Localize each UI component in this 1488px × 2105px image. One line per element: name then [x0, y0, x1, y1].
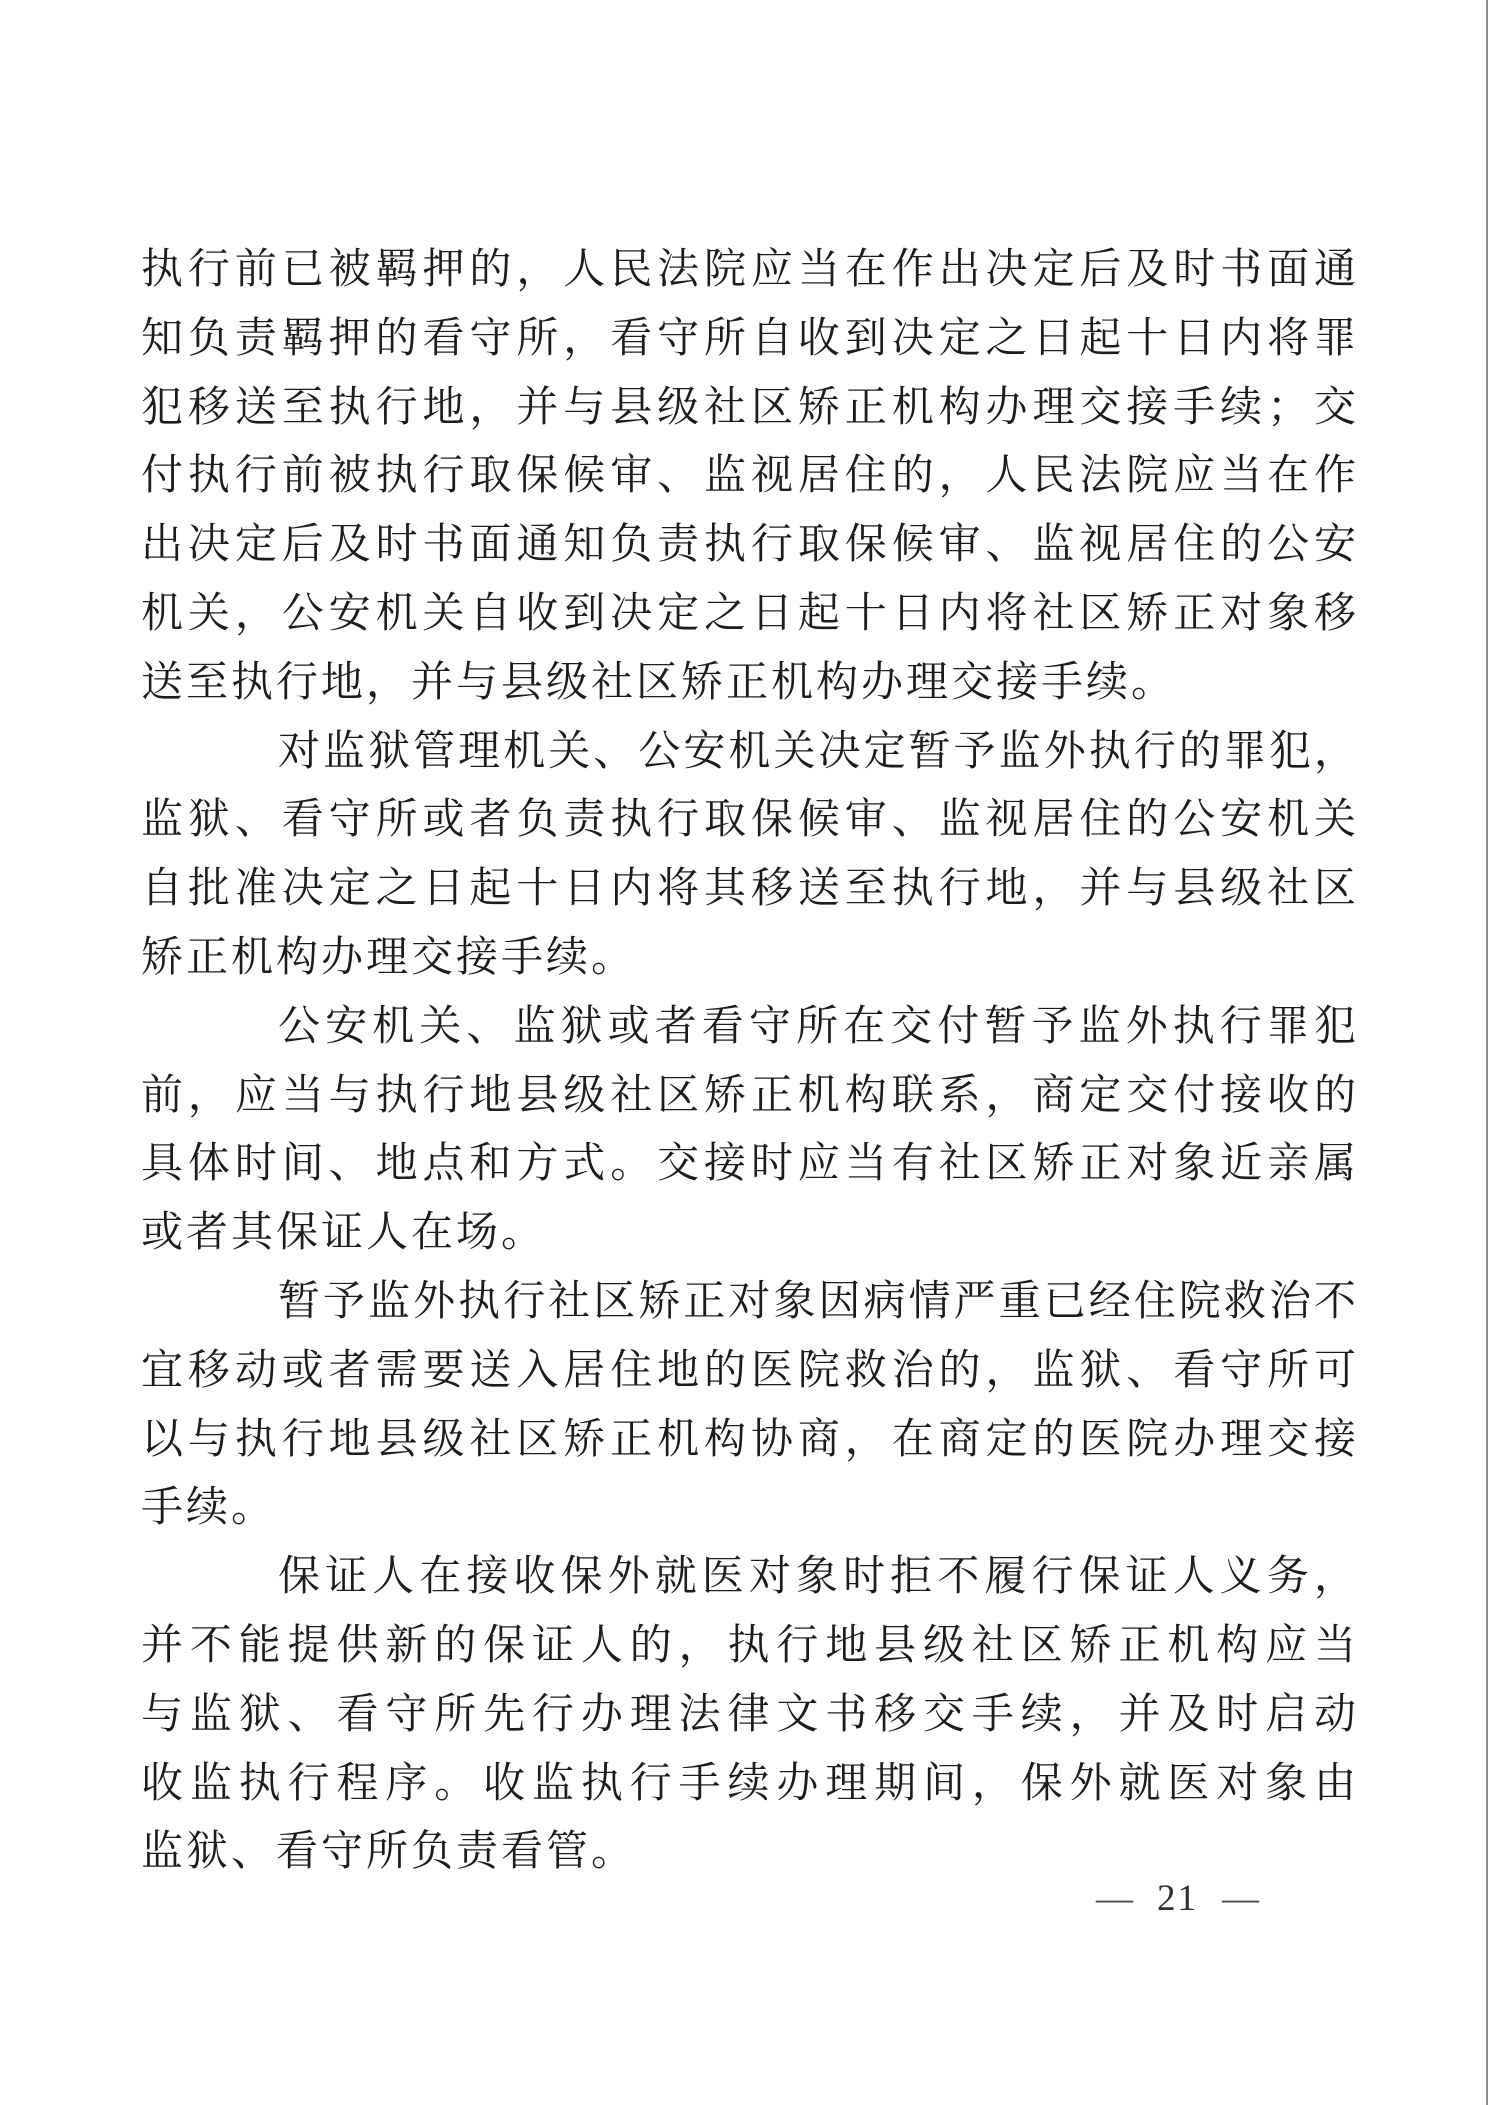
text-line: 犯移送至执行地，并与县级社区矫正机构办理交接手续；交	[141, 384, 1359, 431]
page-footer	[1096, 1877, 1259, 1921]
text-line: 出决定后及时书面通知负责执行取保候审、监视居住的公安	[141, 522, 1359, 569]
footer-right-dash-icon: —	[1222, 1878, 1259, 1919]
text-line: 付执行前被执行取保候审、监视居住的，人民法院应当在作	[141, 453, 1359, 500]
text-line: 与监狱、看守所先行办理法律文书移交手续，并及时启动	[141, 1691, 1359, 1738]
paragraph	[141, 993, 1359, 1268]
paragraph	[141, 718, 1359, 993]
paragraph	[141, 1543, 1359, 1887]
text-line: 执行前已被羁押的，人民法院应当在作出决定后及时书面通	[141, 247, 1359, 293]
text-line: 并不能提供新的保证人的，执行地县级社区矫正机构应当	[141, 1622, 1359, 1669]
paragraph	[141, 1268, 1359, 1543]
text-line: 保证人在接收保外就医对象时拒不履行保证人义务，	[278, 1554, 1359, 1601]
text-line: 对监狱管理机关、公安机关决定暂予监外执行的罪犯，	[278, 728, 1359, 775]
text-line: 暂予监外执行社区矫正对象因病情严重已经住院救治不	[278, 1278, 1359, 1325]
text-line: 以与执行地县级社区矫正机构协商，在商定的医院办理交接	[141, 1416, 1359, 1463]
text-line: 宜移动或者需要送入居住地的医院救治的，监狱、看守所可	[141, 1347, 1359, 1394]
text-line: 矫正机构办理交接手续。	[141, 934, 637, 981]
page-number: 21	[1157, 1878, 1198, 1919]
text-line: 收监执行程序。收监执行手续办理期间，保外就医对象由	[141, 1760, 1359, 1807]
text-line: 知负责羁押的看守所，看守所自收到决定之日起十日内将罪	[141, 315, 1359, 362]
text-line: 手续。	[141, 1485, 277, 1532]
document-text	[141, 236, 1359, 1887]
text-line: 公安机关、监狱或者看守所在交付暂予监外执行罪犯	[278, 1003, 1359, 1050]
footer-left-dash-icon: —	[1096, 1878, 1133, 1919]
text-line: 或者其保证人在场。	[141, 1210, 547, 1257]
text-line: 监狱、看守所负责看管。	[141, 1829, 637, 1876]
text-line: 自批准决定之日起十日内将其移送至执行地，并与县级社区	[141, 866, 1359, 913]
text-line: 机关，公安机关自收到决定之日起十日内将社区矫正对象移	[141, 590, 1359, 637]
text-line: 前，应当与执行地县级社区矫正机构联系，商定交付接收的	[141, 1072, 1359, 1119]
text-line: 具体时间、地点和方式。交接时应当有社区矫正对象近亲属	[141, 1141, 1359, 1188]
paragraph	[141, 236, 1359, 718]
text-line: 送至执行地，并与县级社区矫正机构办理交接手续。	[141, 659, 1177, 706]
text-line: 监狱、看守所或者负责执行取保候审、监视居住的公安机关	[141, 797, 1359, 844]
